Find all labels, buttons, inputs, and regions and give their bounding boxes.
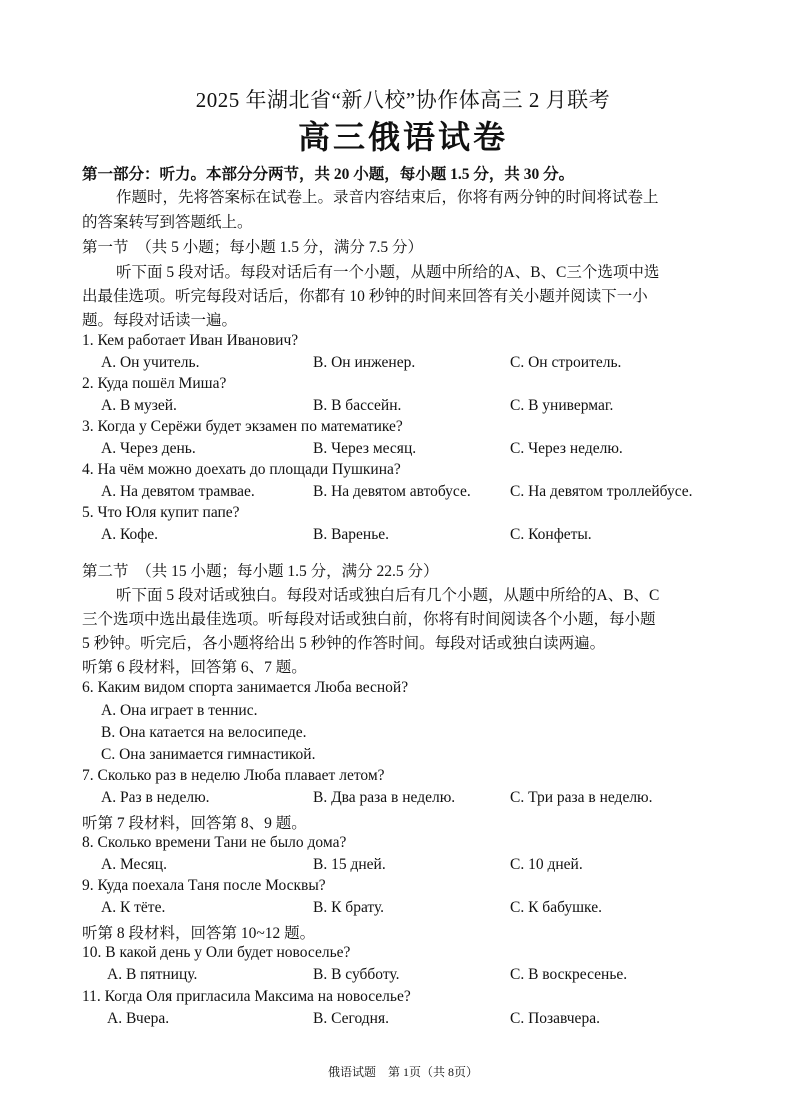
material-note: 听第 6 段材料，回答第 6、7 题。 bbox=[82, 659, 307, 676]
option-c: C. Через неделю. bbox=[510, 440, 623, 457]
section1-instruction: 听下面 5 段对话。每段对话后有一个小题，从题中所给的A、B、C三个选项中选 bbox=[116, 264, 660, 281]
option-c: C. К бабушке. bbox=[510, 899, 602, 916]
option-a: A. Он учитель. bbox=[101, 354, 200, 371]
section1-instruction: 题。每段对话读一遍。 bbox=[82, 312, 238, 329]
option-a: A. В музей. bbox=[101, 397, 177, 414]
option-c: C. Она занимается гимнастикой. bbox=[101, 746, 316, 763]
part1-heading: 第一部分：听力。本部分分两节，共 20 小题，每小题 1.5 分，共 30 分。 bbox=[82, 166, 575, 183]
option-a: A. Месяц. bbox=[101, 856, 167, 873]
option-c: C. Три раза в неделю. bbox=[510, 789, 653, 806]
option-b: B. Через месяц. bbox=[313, 440, 417, 457]
question-5: 5. Что Юля купит папе? bbox=[82, 504, 240, 521]
question-10: 10. В какой день у Оли будет новоселье? bbox=[82, 944, 351, 961]
section2-instruction: 5 秒钟。听完后，各小题将给出 5 秒钟的作答时间。每段对话或独白读两遍。 bbox=[82, 635, 606, 652]
option-b: B. 15 дней. bbox=[313, 856, 386, 873]
option-b: B. На девятом автобусе. bbox=[313, 483, 471, 500]
question-3: 3. Когда у Серёжи будет экзамен по математике? bbox=[82, 418, 403, 435]
section2-instruction: 听下面 5 段对话或独白。每段对话或独白后有几个小题，从题中所给的A、B、C bbox=[116, 587, 660, 604]
option-a: A. Раз в неделю. bbox=[101, 789, 210, 806]
option-b: B. Он инженер. bbox=[313, 354, 416, 371]
option-a: A. Она играет в теннис. bbox=[101, 702, 258, 719]
option-c: C. В воскресенье. bbox=[510, 966, 628, 983]
section1-heading: 第一节 （共 5 小题；每小题 1.5 分，满分 7.5 分） bbox=[82, 239, 424, 256]
option-c: C. Он строитель. bbox=[510, 354, 622, 371]
option-b: B. Варенье. bbox=[313, 526, 390, 543]
section1-instruction: 出最佳选项。听完每段对话后，你都有 10 秒钟的时间来回答有关小题并阅读下一小 bbox=[82, 288, 648, 305]
option-b: B. В субботу. bbox=[313, 966, 400, 983]
option-b: B. В бассейн. bbox=[313, 397, 402, 414]
option-b: B. Она катается на велосипеде. bbox=[101, 724, 307, 741]
exam-title: 2025 年湖北省“新八校”协作体高三 2 月联考 bbox=[195, 88, 611, 112]
intro-line: 的答案转写到答题纸上。 bbox=[82, 214, 253, 231]
option-a: A. На девятом трамвае. bbox=[101, 483, 255, 500]
question-6: 6. Каким видом спорта занимается Люба весной? bbox=[82, 679, 409, 696]
option-b: B. Два раза в неделю. bbox=[313, 789, 456, 806]
intro-line: 作题时，先将答案标在试卷上。录音内容结束后，你将有两分钟的时间将试卷上 bbox=[116, 189, 659, 206]
option-a: A. Через день. bbox=[101, 440, 196, 457]
option-a: A. В пятницу. bbox=[107, 966, 198, 983]
option-b: B. К брату. bbox=[313, 899, 385, 916]
section2-instruction: 三个选项中选出最佳选项。听每段对话或独白前，你将有时间阅读各个小题，每小题 bbox=[82, 611, 656, 628]
question-9: 9. Куда поехала Таня после Москвы? bbox=[82, 877, 326, 894]
section2-heading: 第二节 （共 15 小题；每小题 1.5 分，满分 22.5 分） bbox=[82, 563, 439, 580]
option-c: C. На девятом троллейбусе. bbox=[510, 483, 693, 500]
material-note: 听第 8 段材料，回答第 10~12 题。 bbox=[82, 925, 316, 942]
option-a: A. Вчера. bbox=[107, 1010, 170, 1027]
material-note: 听第 7 段材料，回答第 8、9 题。 bbox=[82, 815, 307, 832]
exam-subtitle: 高三俄语试卷 bbox=[297, 119, 508, 155]
option-c: C. Позавчера. bbox=[510, 1010, 600, 1027]
question-7: 7. Сколько раз в неделю Люба плавает летом? bbox=[82, 767, 385, 784]
option-b: B. Сегодня. bbox=[313, 1010, 389, 1027]
question-1: 1. Кем работает Иван Иванович? bbox=[82, 332, 299, 349]
option-c: C. В универмаг. bbox=[510, 397, 614, 414]
page-footer: 俄语试题 第 1页（共 8页） bbox=[327, 1065, 478, 1079]
option-c: C. 10 дней. bbox=[510, 856, 583, 873]
question-8: 8. Сколько времени Тани не было дома? bbox=[82, 834, 347, 851]
question-4: 4. На чём можно доехать до площади Пушкина? bbox=[82, 461, 401, 478]
question-11: 11. Когда Оля пригласила Максима на новоселье? bbox=[82, 988, 411, 1005]
option-a: A. К тёте. bbox=[101, 899, 166, 916]
option-a: A. Кофе. bbox=[101, 526, 159, 543]
option-c: C. Конфеты. bbox=[510, 526, 592, 543]
question-2: 2. Куда пошёл Миша? bbox=[82, 375, 227, 392]
